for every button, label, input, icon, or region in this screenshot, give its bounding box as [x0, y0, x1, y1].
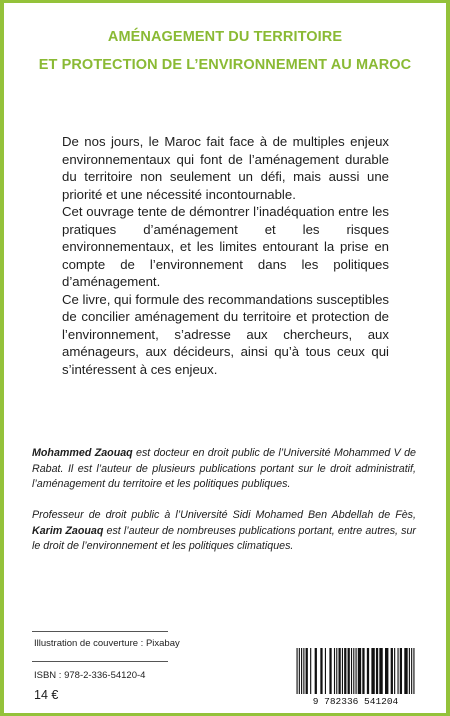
barcode-bar [299, 648, 300, 694]
barcode-bar [394, 648, 395, 694]
author-bio-2-intro: Professeur de droit public à l’Université Sidi Mohamed Ben Abdellah de Fès, [32, 509, 416, 521]
barcode-bar [409, 648, 410, 694]
barcode-bar [404, 648, 407, 694]
barcode-bar [334, 648, 335, 694]
back-cover-blurb [62, 133, 389, 378]
barcode-bar [338, 648, 340, 694]
barcode-bars [297, 648, 415, 694]
author-bio-2 [32, 508, 416, 555]
price: 14 € [34, 688, 59, 702]
barcode-bar [411, 648, 412, 694]
barcode-bar [385, 648, 388, 694]
divider-bottom [32, 661, 168, 662]
blurb-paragraph-1: De nos jours, le Maroc fait face à de multiples enjeux environnementaux qui font de l’aménagement durable du territoire non seulement un défi, mais aussi une priorité et une nécessité incontournable. [62, 134, 389, 202]
barcode-bar [306, 648, 308, 694]
barcode-bar [367, 648, 369, 694]
barcode-bar [358, 648, 361, 694]
barcode-bar [297, 648, 298, 694]
barcode-bar [348, 648, 350, 694]
barcode-bar [371, 648, 374, 694]
barcode-bar [391, 648, 393, 694]
barcode-bar [342, 648, 343, 694]
book-title-line-1: AMÉNAGEMENT DU TERRITOIRE [107, 29, 343, 45]
barcode-bar [379, 648, 382, 694]
author-bio-1 [32, 446, 416, 493]
author-name-2: Karim Zaouaq [32, 524, 104, 537]
author-name-1: Mohammed Zaouaq [32, 447, 133, 459]
barcode-bar [413, 648, 414, 694]
isbn-barcode [292, 646, 419, 706]
barcode-bar [400, 648, 402, 694]
author-bio-1-text: est docteur en droit public de l’Université Mohammed V de Rabat. Il est l’auteur de plusieurs publications portant sur le droit administratif, l’aménagement du territoire et les politiques publiques. [32, 447, 416, 491]
divider-top [32, 631, 168, 632]
barcode-bar [344, 648, 346, 694]
barcode-bar [336, 648, 337, 694]
barcode-bar [397, 648, 398, 694]
barcode-bar [376, 648, 378, 694]
barcode-bar [362, 648, 364, 694]
barcode-bar [301, 648, 302, 694]
author-bio-2-text: est l’auteur de nombreuses publications portant, entre autres, sur le droit de l’environnement et les politiques climatiques. [32, 524, 416, 553]
barcode-digits: 9 782336 541204 [312, 696, 399, 706]
barcode-bar [320, 648, 322, 694]
blurb-paragraph-2: Cet ouvrage tente de démontrer l’inadéquation entre les pratiques d’aménagement et les risques environnementaux, et les limites entourant la prise en compte de l’environnement dans les politiques d’aménagement. [62, 204, 389, 289]
barcode-bar [315, 648, 317, 694]
barcode-bar [329, 648, 331, 694]
isbn-number: ISBN : 978-2-336-54120-4 [34, 670, 146, 681]
barcode-bar [310, 648, 311, 694]
barcode-bar [356, 648, 357, 694]
barcode-bar [351, 648, 352, 694]
barcode-bar [353, 648, 354, 694]
barcode-bar [303, 648, 304, 694]
cover-illustration-credit: Illustration de couverture : Pixabay [34, 638, 180, 649]
book-title-line-2: ET PROTECTION DE L’ENVIRONNEMENT AU MAROC [38, 57, 412, 73]
blurb-paragraph-3: Ce livre, qui formule des recommandations susceptibles de concilier aménagement du territoire et protection de l’environnement, s’adresse aux chercheurs, aux aménageurs, aux décideurs, ainsi qu’à tous ceux qui s’intéressent à ces enjeux. [62, 291, 389, 377]
barcode-bar [325, 648, 326, 694]
